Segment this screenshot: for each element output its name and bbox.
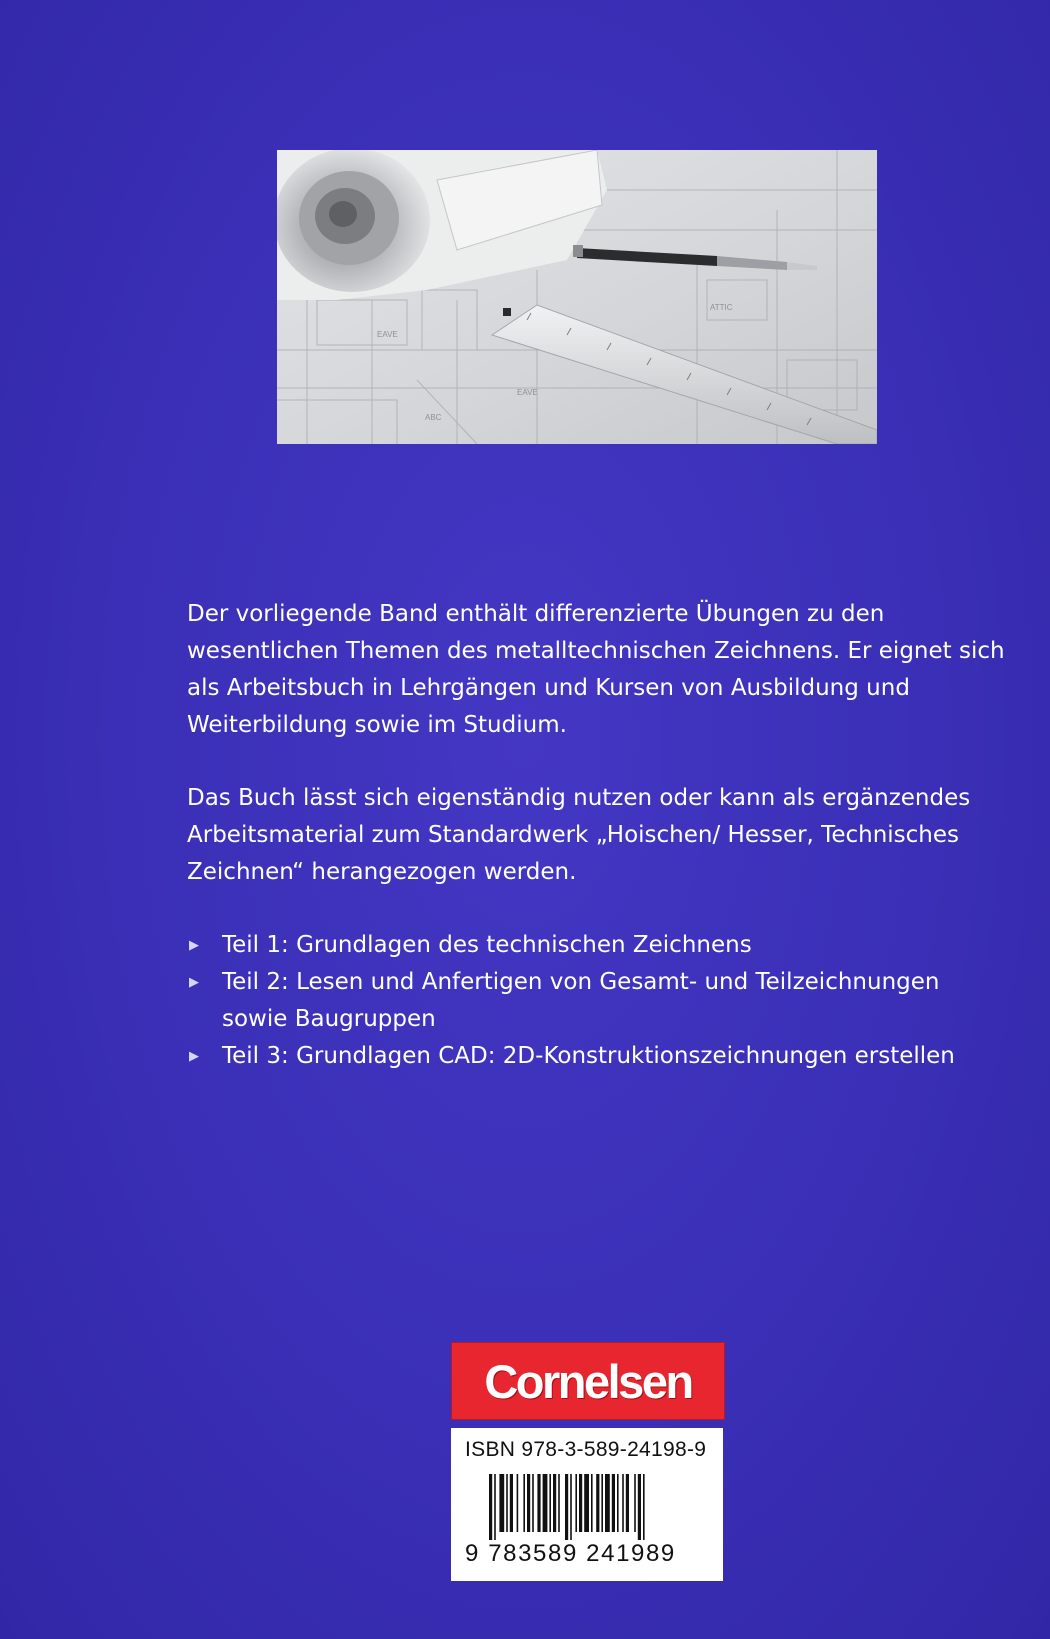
list-item: [187, 927, 1007, 964]
isbn-label: ISBN 978-3-589-24198-9: [465, 1438, 707, 1461]
publisher-name: Cornelsen: [484, 1354, 692, 1408]
triangle-bullet-icon: ▶: [189, 938, 199, 953]
barcode-icon: [489, 1474, 699, 1540]
publisher-logo: [451, 1342, 725, 1420]
list-item: [187, 1038, 1007, 1075]
barcode-digits: 9 783589 241989: [465, 1540, 676, 1567]
description-paragraph-2: Das Buch lässt sich eigenständig nutzen oder kann als ergänzendes Arbeitsmaterial zum Standardwerk „Hoischen/ Hesser, Technisches Zeichnen“ herangezogen werden.: [187, 785, 971, 885]
isbn-barcode-box: [451, 1428, 723, 1581]
svg-text:ABC: ABC: [425, 413, 442, 422]
svg-text:EAVE: EAVE: [517, 388, 538, 397]
list-item-label: Teil 1: Grundlagen des technischen Zeichnens: [222, 932, 752, 958]
blueprint-photo: [277, 150, 877, 444]
svg-text:ATTIC: ATTIC: [710, 303, 733, 312]
list-item-label: Teil 2: Lesen und Anfertigen von Gesamt- und Teilzeichnungen sowie Baugruppen: [222, 969, 940, 1032]
blueprint-illustration: [277, 150, 877, 444]
triangle-bullet-icon: ▶: [189, 975, 199, 990]
list-item-label: Teil 3: Grundlagen CAD: 2D-Konstruktionszeichnungen erstellen: [222, 1043, 955, 1069]
triangle-bullet-icon: ▶: [189, 1049, 199, 1064]
svg-text:EAVE: EAVE: [377, 330, 398, 339]
list-item: [187, 964, 1007, 1038]
blurb-text: [187, 596, 1007, 1075]
contents-list: [187, 927, 1007, 1075]
description-paragraph-1: Der vorliegende Band enthält differenzierte Übungen zu den wesentlichen Themen des metalltechnischen Zeichnens. Er eignet sich als Arbeitsbuch in Lehrgängen und Kursen von Ausbildung und Weiterbildung sowie im Studium.: [187, 601, 1005, 738]
